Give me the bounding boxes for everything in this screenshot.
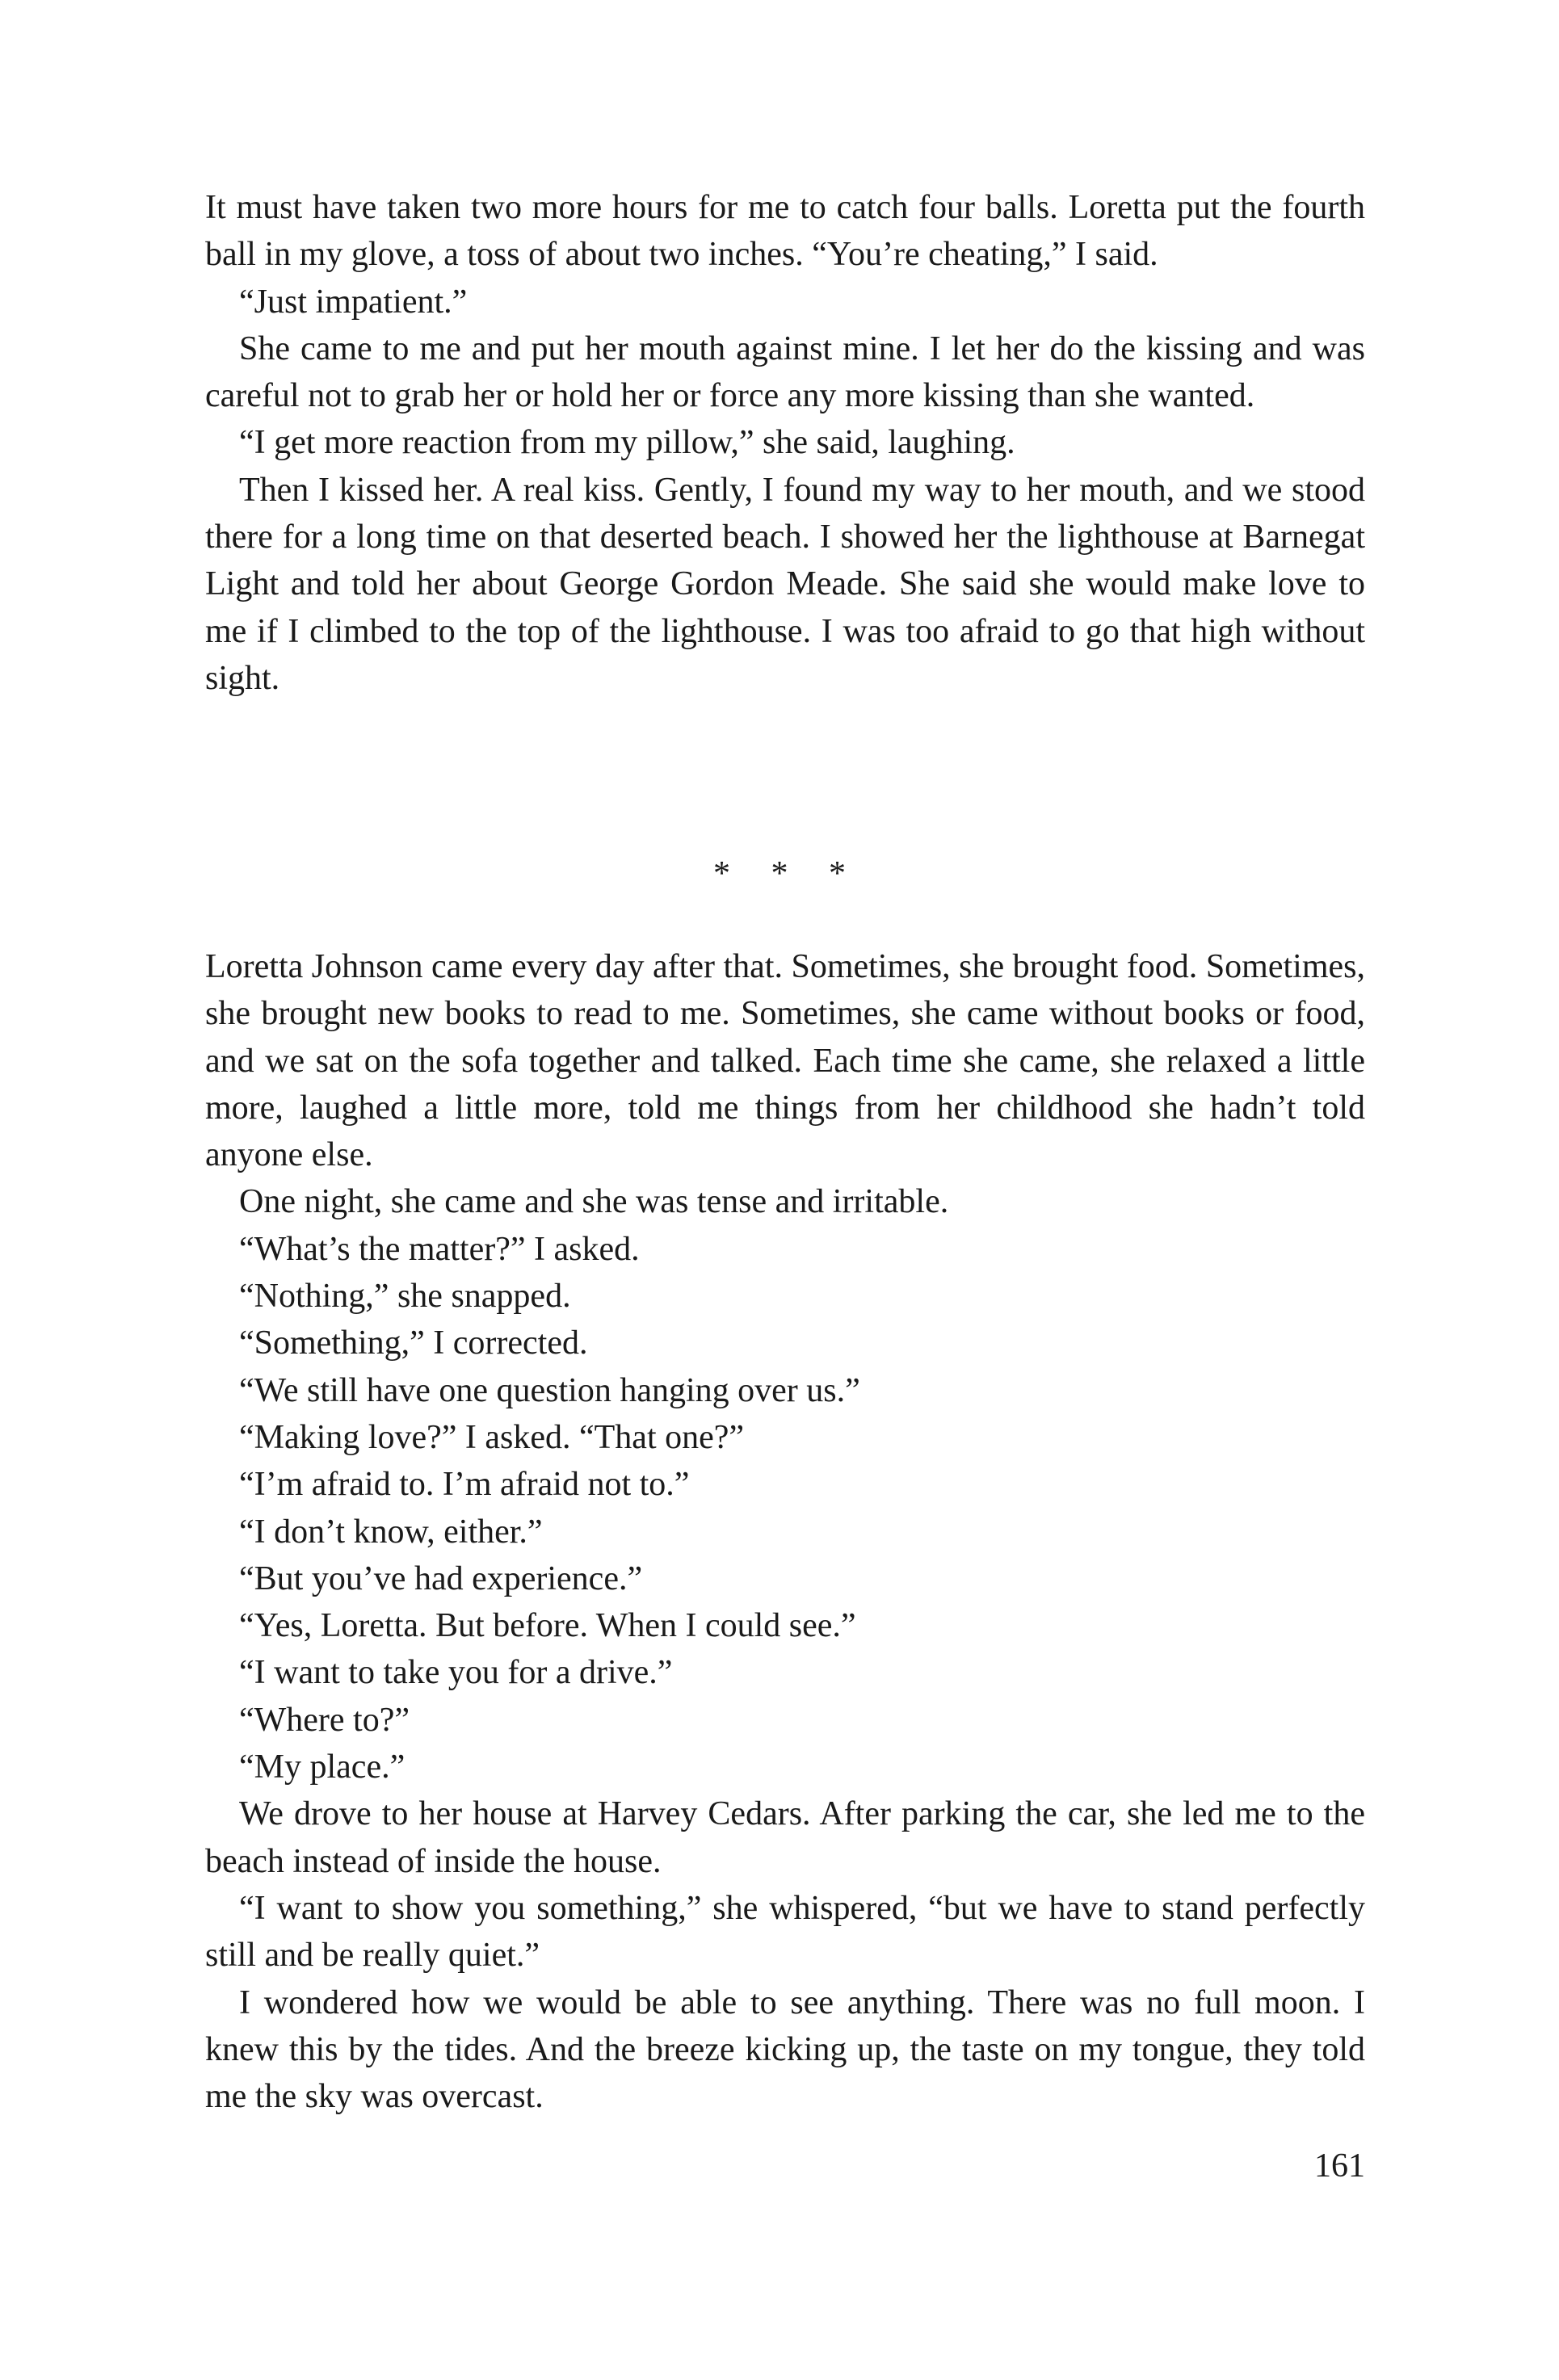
- paragraph: It must have taken two more hours for me to catch four balls. Loretta put the fourth ball in my glove, a toss of about two inches. “You’re cheating,” I said.: [205, 189, 1365, 274]
- paragraph: “Just impatient.”: [239, 283, 468, 321]
- paragraph: We drove to her house at Harvey Cedars. After parking the car, she led me to the beach instead of inside the house.: [205, 1795, 1365, 1880]
- text-block-bottom: [205, 943, 1365, 2120]
- paragraph: “Nothing,” she snapped.: [239, 1278, 571, 1316]
- paragraph: “My place.”: [239, 1748, 406, 1786]
- paragraph: “But you’ve had experience.”: [239, 1559, 643, 1597]
- paragraph: “Yes, Loretta. But before. When I could see.”: [239, 1607, 856, 1645]
- page-number: 161: [1314, 2147, 1365, 2185]
- paragraph: She came to me and put her mouth against mine. I let her do the kissing and was careful not to grab her or hold her or force any more kissing than she wanted.: [205, 330, 1365, 415]
- paragraph: Then I kissed her. A real kiss. Gently, I found my way to her mouth, and we stood there for a long time on that deserted beach. I showed her the lighthouse at Barnegat Light and told her about George Gordon Meade. She said she would make love to me if I climbed to the top of the lighthouse. I was too afraid to go that high without sight.: [205, 471, 1365, 697]
- paragraph: “I want to take you for a drive.”: [239, 1654, 673, 1692]
- paragraph: “Something,” I corrected.: [239, 1324, 588, 1362]
- section-break: * * *: [713, 855, 846, 892]
- paragraph: “What’s the matter?” I asked.: [239, 1230, 640, 1268]
- paragraph: “Where to?”: [239, 1701, 410, 1739]
- paragraph: “I’m afraid to. I’m afraid not to.”: [239, 1466, 690, 1504]
- paragraph: I wondered how we would be able to see anything. There was no full moon. I knew this by the tides. And the breeze kicking up, the taste on my tongue, they told me the sky was overcast.: [205, 1983, 1365, 2116]
- paragraph: “We still have one question hanging over us.”: [239, 1371, 860, 1409]
- paragraph: Loretta Johnson came every day after that. Sometimes, she brought food. Sometimes, she brought new books to read to me. Sometimes, she came without books or food, and we sat on the sofa together and talked. Each time she came, she relaxed a little more, laughed a little more, told me things from her childhood she hadn’t told anyone else.: [205, 948, 1365, 1174]
- paragraph: “I get more reaction from my pillow,” she said, laughing.: [239, 424, 1015, 462]
- paragraph: “I want to show you something,” she whispered, “but we have to stand perfectly still and be really quiet.”: [205, 1889, 1365, 1975]
- paragraph: “I don’t know, either.”: [239, 1513, 543, 1551]
- text-block-top: [205, 184, 1365, 702]
- paragraph: One night, she came and she was tense and irritable.: [239, 1183, 949, 1221]
- paragraph: “Making love?” I asked. “That one?”: [239, 1418, 745, 1456]
